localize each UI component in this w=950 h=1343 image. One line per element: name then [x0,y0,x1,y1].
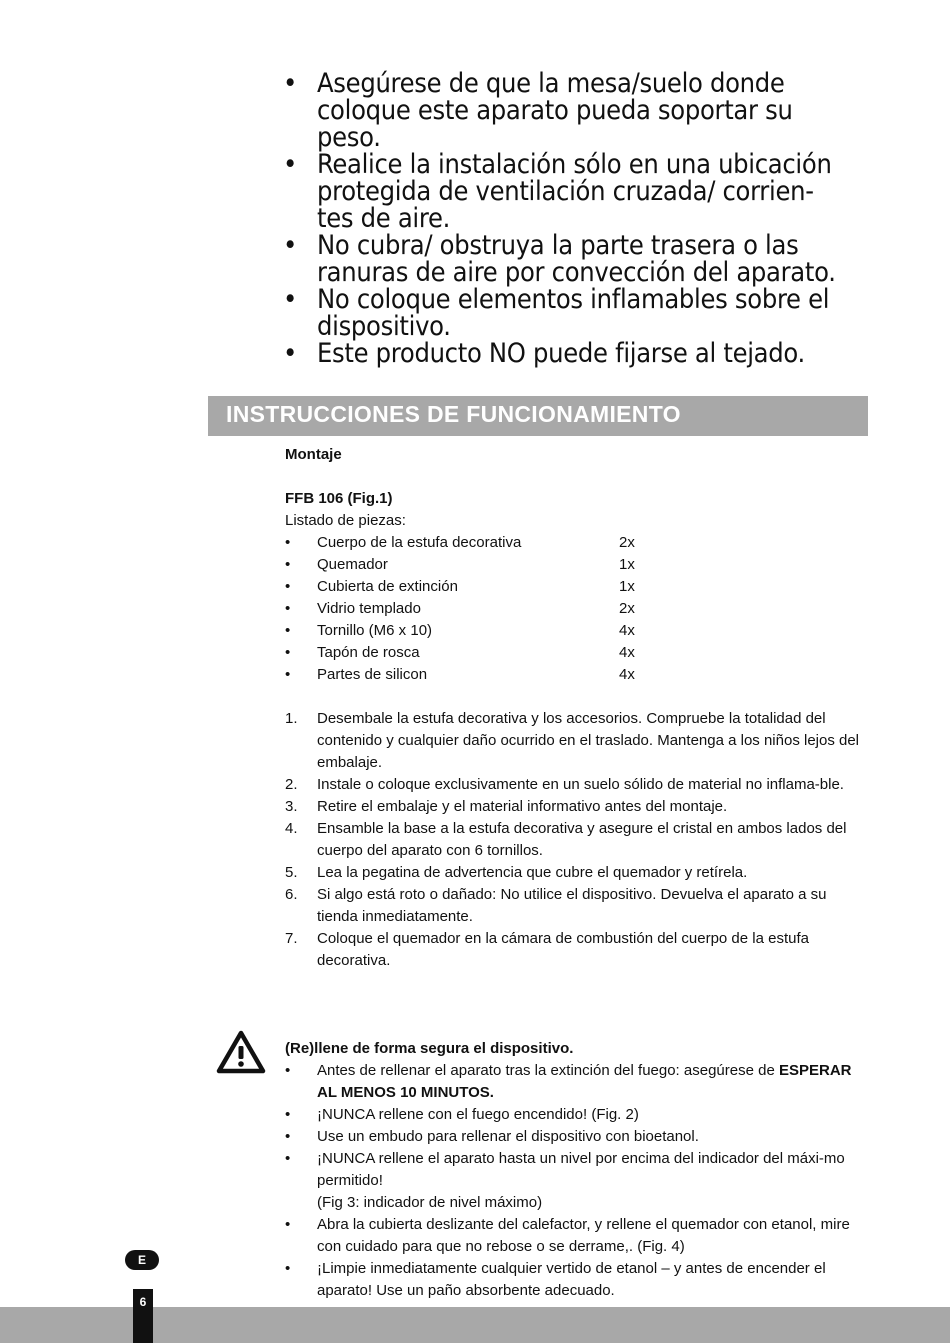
part-quantity: 4x [619,666,635,683]
safety-bullet-line: tes de aire. [317,203,451,234]
step-text: Lea la pegatina de advertencia que cubre el quemador y retírela. [317,864,748,881]
refill-item-text: ¡NUNCA rellene el aparato hasta un nivel por encima del indicador del máxi-mo permitido! [317,1150,845,1189]
part-quantity: 1x [619,556,635,573]
part-name: Partes de silicon [317,666,428,683]
safety-bullet-item [283,151,873,232]
assembly-step [285,928,865,972]
part-row [285,532,685,554]
bullet-glyph: • [285,666,291,683]
safety-bullet-line: Este producto NO puede fijarse al tejado. [317,338,805,369]
part-name: Vidrio templado [317,600,421,617]
assembly-step [285,796,865,818]
part-quantity: 4x [619,644,635,661]
refill-heading: (Re)llene de forma segura el dispositivo. [285,1040,574,1057]
refill-item-note: (Fig 3: indicador de nivel máximo) [317,1194,543,1211]
refill-item [285,1126,865,1148]
step-number: 6. [285,886,298,903]
safety-bullet-list [283,70,873,367]
part-row [285,576,685,598]
bullet-glyph: • [285,622,291,639]
part-name: Cubierta de extinción [317,578,458,595]
part-name: Tapón de rosca [317,644,420,661]
assembly-step [285,708,865,774]
bullet-glyph: • [285,1062,291,1079]
part-row [285,554,685,576]
assembly-step [285,862,865,884]
part-row [285,598,685,620]
bullet-glyph: • [285,644,291,661]
safety-bullet-item [283,70,873,151]
step-text: Retire el embalaje y el material informativo antes del montaje. [317,798,728,815]
bullet-glyph: • [285,1260,291,1277]
safety-bullet-line: coloque este aparato pueda soportar su [317,95,793,126]
bullet-glyph: • [285,578,291,595]
bullet-glyph: • [285,534,291,551]
part-quantity: 2x [619,534,635,551]
refill-item [285,1258,865,1302]
part-name: Cuerpo de la estufa decorativa [317,534,522,551]
safety-bullet-line: dispositivo. [317,311,451,342]
safety-bullet-item [283,286,873,340]
safety-bullet-line: ranuras de aire por convección del aparato. [317,257,836,288]
part-name: Quemador [317,556,388,573]
refill-item-text: ¡NUNCA rellene con el fuego encendido! (Fig. 2) [317,1106,639,1123]
safety-bullet-line: No cubra/ obstruya la parte trasera o las [317,230,799,261]
parts-list-label: Listado de piezas: [285,512,406,529]
bullet-glyph: • [285,556,291,573]
step-number: 4. [285,820,298,837]
refill-item-text: Abra la cubierta deslizante del calefactor, y rellene el quemador con etanol, mire con cuidado para que no rebose o se derrame,. (Fig. 4) [317,1216,850,1255]
model-heading: FFB 106 (Fig.1) [285,490,393,507]
safety-bullet-item [283,340,873,367]
language-badge: E [125,1250,159,1270]
step-text: Si algo está roto o dañado: No utilice el dispositivo. Devuelva el aparato a su tienda inmediatamente. [317,886,827,925]
assembly-step [285,818,865,862]
part-quantity: 1x [619,578,635,595]
refill-item-emphasis: ESPERAR AL MENOS 10 MINUTOS. [317,1062,852,1101]
page-number: 6 [133,1289,153,1343]
parts-list [285,532,685,686]
refill-item [285,1214,865,1258]
step-number: 2. [285,776,298,793]
bullet-glyph: • [285,600,291,617]
step-number: 1. [285,710,298,727]
bullet-glyph: • [285,1128,291,1145]
bullet-glyph: • [285,1150,291,1167]
bullet-glyph: • [283,149,298,180]
safety-bullet-line: protegida de ventilación cruzada/ corrien- [317,176,814,207]
part-quantity: 4x [619,622,635,639]
bullet-glyph: • [285,1106,291,1123]
assembly-steps [285,708,865,972]
bullet-glyph: • [283,230,298,261]
safety-bullet-item [283,232,873,286]
refill-list [285,1060,865,1302]
refill-item [285,1060,865,1104]
refill-item [285,1104,865,1126]
step-number: 7. [285,930,298,947]
refill-item-text: ¡Limpie inmediatamente cualquier vertido de etanol – y antes de encender el aparato! Use un paño absorbente adecuado. [317,1260,826,1299]
bullet-glyph: • [283,68,298,99]
assembly-step [285,774,865,796]
part-row [285,620,685,642]
step-text: Desembale la estufa decorativa y los accesorios. Compruebe la totalidad del contenido y cualquier daño ocurrido en el traslado. Mantenga a los niños lejos del embalaje. [317,710,860,771]
safety-bullet-line: peso. [317,122,381,153]
bullet-glyph: • [283,284,298,315]
montaje-heading: Montaje [285,446,342,463]
step-number: 3. [285,798,298,815]
part-quantity: 2x [619,600,635,617]
step-number: 5. [285,864,298,881]
safety-bullet-line: No coloque elementos inflamables sobre el [317,284,830,315]
bullet-glyph: • [283,338,298,369]
assembly-step [285,884,865,928]
warning-triangle-icon [216,1030,266,1074]
step-text: Coloque el quemador en la cámara de combustión del cuerpo de la estufa decorativa. [317,930,809,969]
safety-bullet-line: Realice la instalación sólo en una ubicación [317,149,832,180]
step-text: Instale o coloque exclusivamente en un suelo sólido de material no inflama-ble. [317,776,844,793]
section-header-bar [208,396,868,436]
refill-item-text: Use un embudo para rellenar el dispositivo con bioetanol. [317,1128,699,1145]
section-title: INSTRUCCIONES DE FUNCIONAMIENTO [226,401,681,427]
safety-bullet-line: Asegúrese de que la mesa/suelo donde [317,68,785,99]
bullet-glyph: • [285,1216,291,1233]
part-row [285,642,685,664]
step-text: Ensamble la base a la estufa decorativa y asegure el cristal en ambos lados del cuerpo del aparato con 6 tornillos. [317,820,847,859]
refill-item [285,1148,865,1214]
part-name: Tornillo (M6 x 10) [317,622,433,639]
part-row [285,664,685,686]
refill-item-text: Antes de rellenar el aparato tras la extinción del fuego: asegúrese de [317,1062,775,1079]
